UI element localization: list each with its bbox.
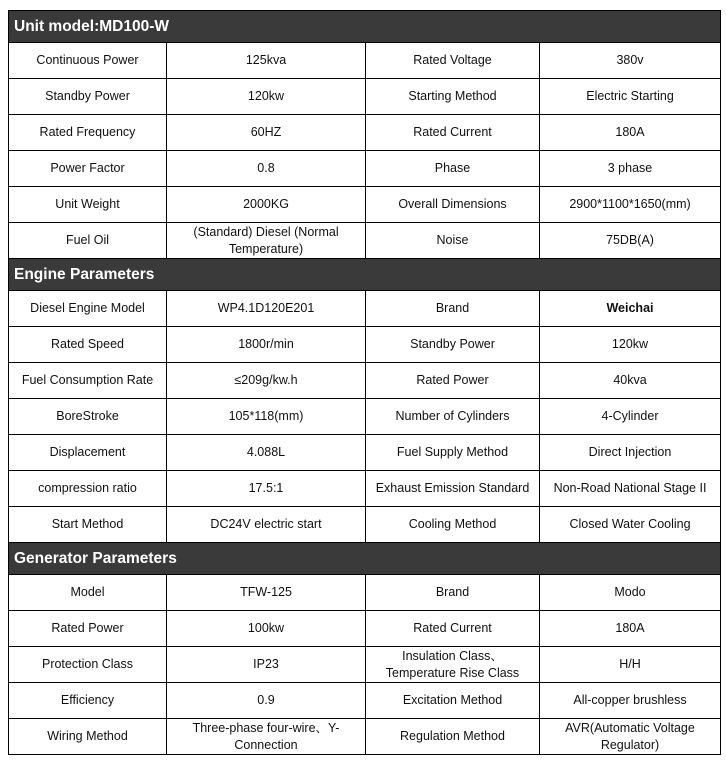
section-title: Generator Parameters [9, 543, 721, 575]
param-value: TFW-125 [167, 575, 366, 611]
table-row [9, 399, 721, 435]
param-value: WP4.1D120E201 [167, 291, 366, 327]
param-label: Number of Cylinders [366, 399, 540, 435]
param-label: Model [9, 575, 167, 611]
param-value: 60HZ [167, 115, 366, 151]
param-label: Displacement [9, 435, 167, 471]
table-row [9, 151, 721, 187]
table-row [9, 575, 721, 611]
param-label: Rated Power [9, 611, 167, 647]
table-row [9, 79, 721, 115]
param-label: Rated Frequency [9, 115, 167, 151]
param-label: Fuel Oil [9, 223, 167, 259]
section-header-row [9, 259, 721, 291]
param-value: 3 phase [540, 151, 721, 187]
table-row [9, 507, 721, 543]
param-label: Exhaust Emission Standard [366, 471, 540, 507]
table-row [9, 223, 721, 259]
param-value: Weichai [540, 291, 721, 327]
param-value: 0.9 [167, 683, 366, 719]
param-value: 17.5:1 [167, 471, 366, 507]
param-label: Continuous Power [9, 43, 167, 79]
table-row [9, 471, 721, 507]
param-label: Rated Current [366, 115, 540, 151]
param-value: Direct Injection [540, 435, 721, 471]
param-value: 105*118(mm) [167, 399, 366, 435]
param-value: (Standard) Diesel (Normal Temperature) [167, 223, 366, 259]
param-value: IP23 [167, 647, 366, 683]
param-value: 120kw [540, 327, 721, 363]
param-label: Insulation Class、Temperature Rise Class [366, 647, 540, 683]
table-row [9, 43, 721, 79]
param-label: Brand [366, 291, 540, 327]
table-row [9, 611, 721, 647]
spec-sheet [8, 10, 720, 755]
section-header-row [9, 11, 721, 43]
param-label: Efficiency [9, 683, 167, 719]
param-value: 75DB(A) [540, 223, 721, 259]
param-label: Rated Current [366, 611, 540, 647]
param-value: Non-Road National Stage II [540, 471, 721, 507]
param-value: 1800r/min [167, 327, 366, 363]
table-row [9, 115, 721, 151]
param-label: Power Factor [9, 151, 167, 187]
param-value: AVR(Automatic Voltage Regulator) [540, 719, 721, 755]
section-header-row [9, 543, 721, 575]
param-value: ≤209g/kw.h [167, 363, 366, 399]
param-value: 2900*1100*1650(mm) [540, 187, 721, 223]
param-label: Regulation Method [366, 719, 540, 755]
param-value: DC24V electric start [167, 507, 366, 543]
param-value: Electric Starting [540, 79, 721, 115]
param-value: Three-phase four-wire、Y-Connection [167, 719, 366, 755]
param-label: Noise [366, 223, 540, 259]
param-label: Start Method [9, 507, 167, 543]
param-label: compression ratio [9, 471, 167, 507]
param-label: Unit Weight [9, 187, 167, 223]
param-value: 380v [540, 43, 721, 79]
section-title: Engine Parameters [9, 259, 721, 291]
param-value: 4-Cylinder [540, 399, 721, 435]
table-row [9, 683, 721, 719]
spec-table [8, 10, 721, 755]
param-label: Standby Power [366, 327, 540, 363]
param-value: 2000KG [167, 187, 366, 223]
param-value: 40kva [540, 363, 721, 399]
param-value: 0.8 [167, 151, 366, 187]
param-label: Fuel Consumption Rate [9, 363, 167, 399]
param-label: Excitation Method [366, 683, 540, 719]
param-value: 125kva [167, 43, 366, 79]
table-row [9, 647, 721, 683]
section-title: Unit model:MD100-W [9, 11, 721, 43]
param-label: Standby Power [9, 79, 167, 115]
table-row [9, 363, 721, 399]
param-label: Fuel Supply Method [366, 435, 540, 471]
table-row [9, 327, 721, 363]
param-value: 4.088L [167, 435, 366, 471]
param-label: Overall Dimensions [366, 187, 540, 223]
param-label: Starting Method [366, 79, 540, 115]
spec-table-body [9, 11, 721, 755]
param-label: Cooling Method [366, 507, 540, 543]
param-label: Wiring Method [9, 719, 167, 755]
param-label: Rated Power [366, 363, 540, 399]
param-value: Modo [540, 575, 721, 611]
param-label: Phase [366, 151, 540, 187]
param-value: H/H [540, 647, 721, 683]
table-row [9, 435, 721, 471]
table-row [9, 187, 721, 223]
param-value: All-copper brushless [540, 683, 721, 719]
param-value: 100kw [167, 611, 366, 647]
param-label: BoreStroke [9, 399, 167, 435]
param-label: Brand [366, 575, 540, 611]
param-label: Protection Class [9, 647, 167, 683]
param-label: Diesel Engine Model [9, 291, 167, 327]
param-value: 120kw [167, 79, 366, 115]
param-value: Closed Water Cooling [540, 507, 721, 543]
param-value: 180A [540, 115, 721, 151]
param-label: Rated Speed [9, 327, 167, 363]
table-row [9, 291, 721, 327]
table-row [9, 719, 721, 755]
param-value: 180A [540, 611, 721, 647]
param-label: Rated Voltage [366, 43, 540, 79]
